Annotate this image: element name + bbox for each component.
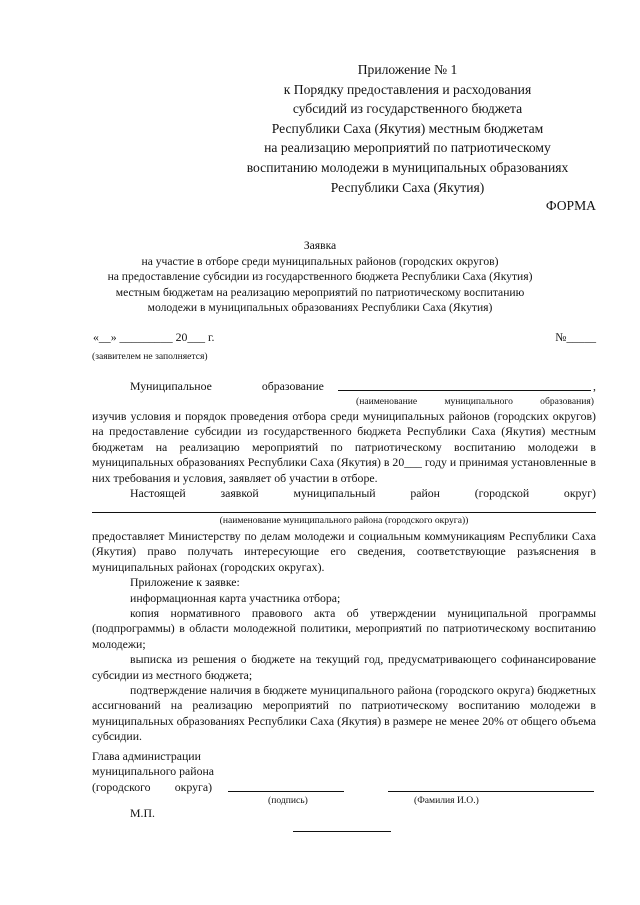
title-line: Заявка: [303, 239, 337, 252]
paragraph-conditions: [92, 409, 596, 501]
paragraph-rights: [92, 529, 596, 745]
mo-caption: [356, 396, 594, 407]
applicant-note: (заявителем не заполняется): [92, 351, 208, 362]
statement-word: район: [410, 486, 440, 501]
form-label: ФОРМА: [545, 198, 596, 213]
header-line: на реализацию мероприятий по патриотическому: [264, 140, 551, 156]
header-line: Республики Саха (Якутия) местным бюджетам: [271, 120, 544, 136]
attachment-item: копия нормативного правового акта об утверждении муниципальной программы (подпрограммы) в области молодежной политики, мероприятий по патриотическому воспитанию молодежи;: [92, 606, 596, 651]
signature-caption: (подпись): [268, 795, 308, 806]
attachment-item: выписка из решения о бюджете на текущий год, предусматривающего софинансирование субсидии из местного бюджета;: [92, 652, 596, 682]
full-name-caption: (Фамилия И.О.): [414, 795, 479, 806]
full-name-line: [388, 791, 594, 792]
signature-line: [228, 791, 344, 792]
caption-word: образования): [540, 396, 594, 407]
role-word: округа): [174, 779, 212, 794]
role-line: Глава администрации: [92, 749, 201, 763]
attachments-title: Приложение к заявке:: [130, 575, 240, 590]
title-line: на предоставление субсидии из государственного бюджета Республики Саха (Якутия): [107, 270, 533, 284]
district-caption: (наименование муниципального района (городского округа)): [219, 515, 469, 526]
statement-word: муниципальный: [293, 486, 376, 501]
municipal-entity-row: [92, 379, 596, 394]
bottom-line: [293, 831, 391, 832]
paragraph-text: предоставляет Министерству по делам молодежи и социальным коммуникациям Республики Саха (Якутия) право получать интересующие его сведения, соответствующие разъяснения в муниципальных районах (городских округах).: [92, 529, 596, 574]
statement-word: заявкой: [220, 486, 259, 501]
title-line: местным бюджетам на реализацию мероприятий по патриотическому воспитанию: [115, 285, 525, 299]
mo-comma: ,: [593, 379, 596, 393]
role-line: [92, 780, 212, 795]
paragraph-text: изучив условия и порядок проведения отбора среди муниципальных районов (городских округов) на предоставление субсидии из государственного бюджета Республики Саха (Якутия) местным бюджетам на реализацию мероприятий по патриотическому воспитанию молодежи в муниципальных образованиях Республики Саха (Якутия) в 20___ году и принимая установленные в них требования и условия, заявляет об участии в отборе.: [92, 409, 596, 485]
district-name-line: [92, 512, 596, 513]
signatory-role: [92, 749, 214, 795]
title-line: молодежи в муниципальных образованиях Республики Саха (Якутия): [147, 301, 493, 315]
header-line: субсидий из государственного бюджета: [292, 101, 523, 117]
header-line: к Порядку предоставления и расходования: [283, 81, 532, 97]
role-line: муниципального района: [92, 764, 215, 779]
caption-word: муниципального: [444, 396, 513, 407]
appendix-header: [220, 60, 595, 197]
statement-word: Настоящей: [130, 486, 186, 501]
district-statement-row: [92, 486, 596, 501]
attachment-item: информационная карта участника отбора;: [130, 590, 341, 605]
header-line: воспитанию молодежи в муниципальных образованиях: [246, 159, 569, 175]
application-title: [80, 238, 560, 316]
statement-word: (городской: [474, 486, 530, 501]
attachment-item: подтверждение наличия в бюджете муниципального района (городского округа) бюджетных ассигнований на реализацию мероприятий по патриотическому воспитанию молодежи в муниципальных образованиях Республики Саха (Якутия) в размере не менее 20% от общего объема субсидии.: [92, 683, 596, 744]
number-field: №_____: [555, 330, 596, 344]
statement-word: округ): [563, 486, 596, 501]
date-field: «__» _________ 20___ г.: [93, 330, 215, 344]
caption-word: (наименование: [356, 396, 418, 407]
mo-word: образование: [261, 379, 324, 393]
role-word: (городского: [92, 779, 151, 794]
stamp-place: М.П.: [130, 806, 155, 820]
header-line: Республики Саха (Якутия): [330, 179, 485, 195]
mo-word: Муниципальное: [130, 379, 212, 393]
title-line: на участие в отборе среди муниципальных районов (городских округов): [141, 254, 499, 268]
header-line: Приложение № 1: [357, 62, 458, 77]
